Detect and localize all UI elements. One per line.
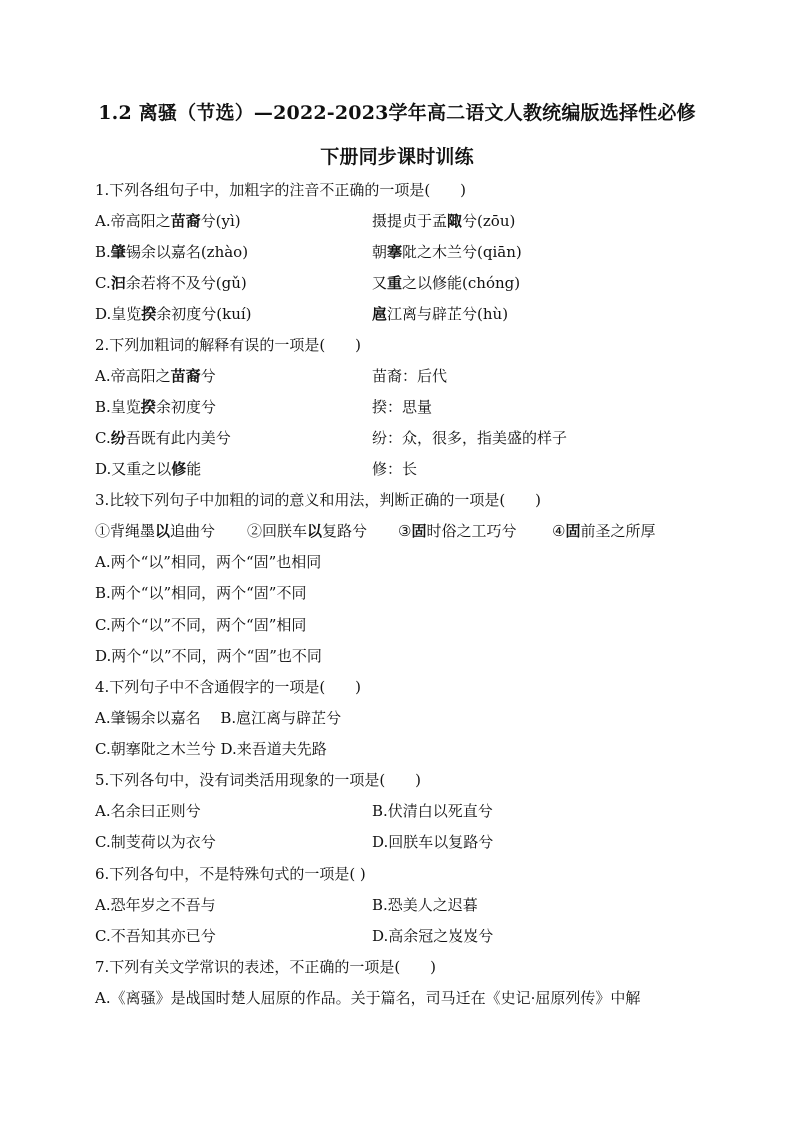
question-1-stem: 1.下列各组句子中，加粗字的注音不正确的一项是( ) [95,181,467,199]
question-1-option-b-right: 朝搴阰之木兰兮(qiān) [372,243,522,261]
question-2-option-d-explanation: 修：长 [372,460,418,478]
question-6-stem: 6.下列各句中，不是特殊句式的一项是( ) [95,865,366,883]
question-3-sentence-4: ④固前圣之所厚 [552,522,656,540]
question-5-option-b: B.伏清白以死直兮 [372,802,493,820]
question-2-option-a: A.帝高阳之苗裔兮 [95,367,216,385]
question-1-option-d-left: D.皇览揆余初度兮(kuí) [95,305,252,323]
question-2-option-c-explanation: 纷：众，很多，指美盛的样子 [372,429,568,447]
question-6-option-c: C.不吾知其亦已兮 [95,927,216,945]
question-1-option-a-left: A.帝高阳之苗裔兮(yì) [95,212,241,230]
question-5-option-c: C.制芰荷以为衣兮 [95,833,216,851]
question-1-option-a-right: 摄提贞于孟陬兮(zōu) [372,212,516,230]
question-6-option-a: A.恐年岁之不吾与 [95,896,216,914]
document-title-line-1: 1.2 离骚（节选）—2022-2023学年高二语文人教统编版选择性必修 [98,102,696,124]
question-4-options-cd: C.朝搴阰之木兰兮 D.来吾道夫先路 [95,740,327,758]
question-6-option-b: B.恐美人之迟暮 [372,896,478,914]
question-3-sentence-3: ③固时俗之工巧兮 [398,522,517,540]
question-1-option-b-left: B.肇锡余以嘉名(zhào) [95,243,249,261]
question-5-option-a: A.名余曰正则兮 [95,802,201,820]
question-5-option-d: D.回朕车以复路兮 [372,833,494,851]
question-3-option-a: A.两个“以”相同，两个“固”也相同 [95,553,322,571]
question-1-option-c-right: 又重之以修能(chóng) [372,274,521,292]
question-3-stem: 3.比较下列句子中加粗的词的意义和用法，判断正确的一项是( ) [95,491,542,509]
question-2-option-d: D.又重之以修能 [95,460,202,478]
question-3-sentence-2: ②回朕车以复路兮 [247,522,368,540]
question-7-option-a: A.《离骚》是战国时楚人屈原的作品。关于篇名，司马迁在《史记·屈原列传》中解 [95,989,641,1007]
question-4-options-ab: A.肇锡余以嘉名 B.扈江离与辟芷兮 [95,709,342,727]
question-3-option-c: C.两个“以”不同，两个“固”相同 [95,616,307,634]
question-2-option-c: C.纷吾既有此内美兮 [95,429,231,447]
question-6-option-d: D.高余冠之岌岌兮 [372,927,494,945]
question-2-option-b: B.皇览揆余初度兮 [95,398,216,416]
question-1-option-d-right: 扈江离与辟芷兮(hù) [372,305,509,323]
document-title-line-2: 下册同步课时训练 [320,146,474,168]
question-5-stem: 5.下列各句中，没有词类活用现象的一项是( ) [95,771,422,789]
question-3-option-b: B.两个“以”相同，两个“固”不同 [95,584,307,602]
question-2-stem: 2.下列加粗词的解释有误的一项是( ) [95,336,362,354]
question-4-stem: 4.下列句子中不含通假字的一项是( ) [95,678,362,696]
question-7-stem: 7.下列有关文学常识的表述，不正确的一项是( ) [95,958,437,976]
question-2-option-b-explanation: 揆：思量 [372,398,433,416]
question-1-option-c-left: C.汩余若将不及兮(gǔ) [95,274,247,292]
question-3-option-d: D.两个“以”不同，两个“固”也不同 [95,647,322,665]
question-3-sentence-1: ①背绳墨以追曲兮 [95,522,216,540]
question-2-option-a-explanation: 苗裔：后代 [372,367,448,385]
